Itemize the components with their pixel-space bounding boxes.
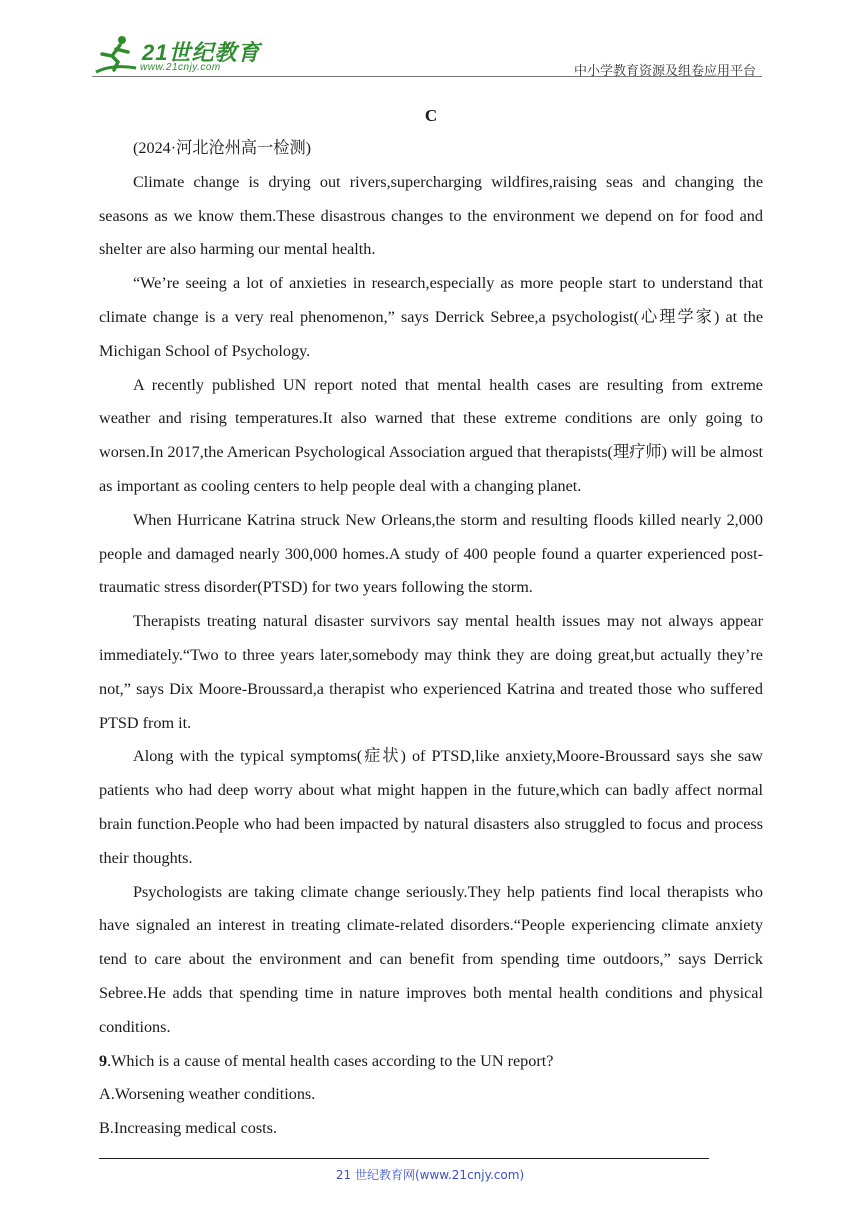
answer-option[interactable]: A.Worsening weather conditions. — [99, 1085, 316, 1104]
question-block — [99, 1045, 763, 1146]
question-number: 9 — [99, 1051, 108, 1070]
paragraph: When Hurricane Katrina struck New Orleans,the storm and resulting floods killed nearly 2,000 people and damaged nearly 300,000 homes.A study of 400 people found a quarter experienced post-traumatic stress disorder(PTSD) for two years following the storm. — [99, 510, 763, 597]
paragraph: A recently published UN report noted that mental health cases are resulting from extreme weather and rising temperatures.It also warned that these extreme conditions are only going to worsen.In 2017,the American Psychological Association argued that therapists(理疗师) will be almost as important as cooling centers to help people deal with a changing planet. — [99, 375, 763, 495]
paragraph: Climate change is drying out rivers,supercharging wildfires,raising seas and changing the seasons as we know them.These disastrous changes to the environment we depend on for food and shelter are also harming our mental health. — [99, 172, 763, 259]
footer-link[interactable]: 21 世纪教育网(www.21cnjy.com) — [335, 1168, 525, 1182]
source-note: (2024·河北沧州高一检测) — [133, 139, 312, 157]
section-title: C — [424, 106, 438, 125]
question-text: .Which is a cause of mental health cases according to the UN report? — [107, 1051, 554, 1070]
logo-text: 21世纪教育 — [142, 40, 261, 65]
question-stem — [99, 1045, 763, 1079]
paragraph: Psychologists are taking climate change seriously.They help patients find local therapists who have signaled an interest in treating climate-related disorders.“People experiencing climate anxiety tend to care about the environment and can benefit from spending time outdoors,” says Derrick Sebree.He adds that spending time in nature improves both mental health conditions and physical conditions. — [99, 882, 763, 1036]
paragraph: Along with the typical symptoms(症状) of PTSD,like anxiety,Moore-Broussard says she saw patients who had deep worry about what might happen in the future,which can badly affect normal brain function.People who had been impacted by natural disasters also struggled to focus and process their thoughts. — [99, 747, 763, 867]
footer-divider — [99, 1158, 709, 1159]
logo-url: www.21cnjy.com — [140, 62, 221, 73]
header-tagline: 中小学教育资源及组卷应用平台 — [573, 64, 756, 79]
site-logo[interactable] — [92, 34, 262, 76]
paragraph: “We’re seeing a lot of anxieties in research,especially as more people start to understand that climate change is a very real phenomenon,” says Derrick Sebree,a psychologist(心理学家) at the Michigan School of Psychology. — [99, 274, 763, 360]
page-header — [92, 30, 762, 80]
article-body — [99, 100, 763, 1146]
header-divider — [92, 76, 762, 77]
paragraph: Therapists treating natural disaster survivors say mental health issues may not always appear immediately.“Two to three years later,somebody may think they are doing great,but actually they’re not,” says Dix Moore-Broussard,a therapist who experienced Katrina and treated those who suffered PTSD from it. — [99, 612, 763, 732]
answer-option[interactable]: B.Increasing medical costs. — [99, 1119, 278, 1138]
runner-icon — [92, 34, 138, 76]
